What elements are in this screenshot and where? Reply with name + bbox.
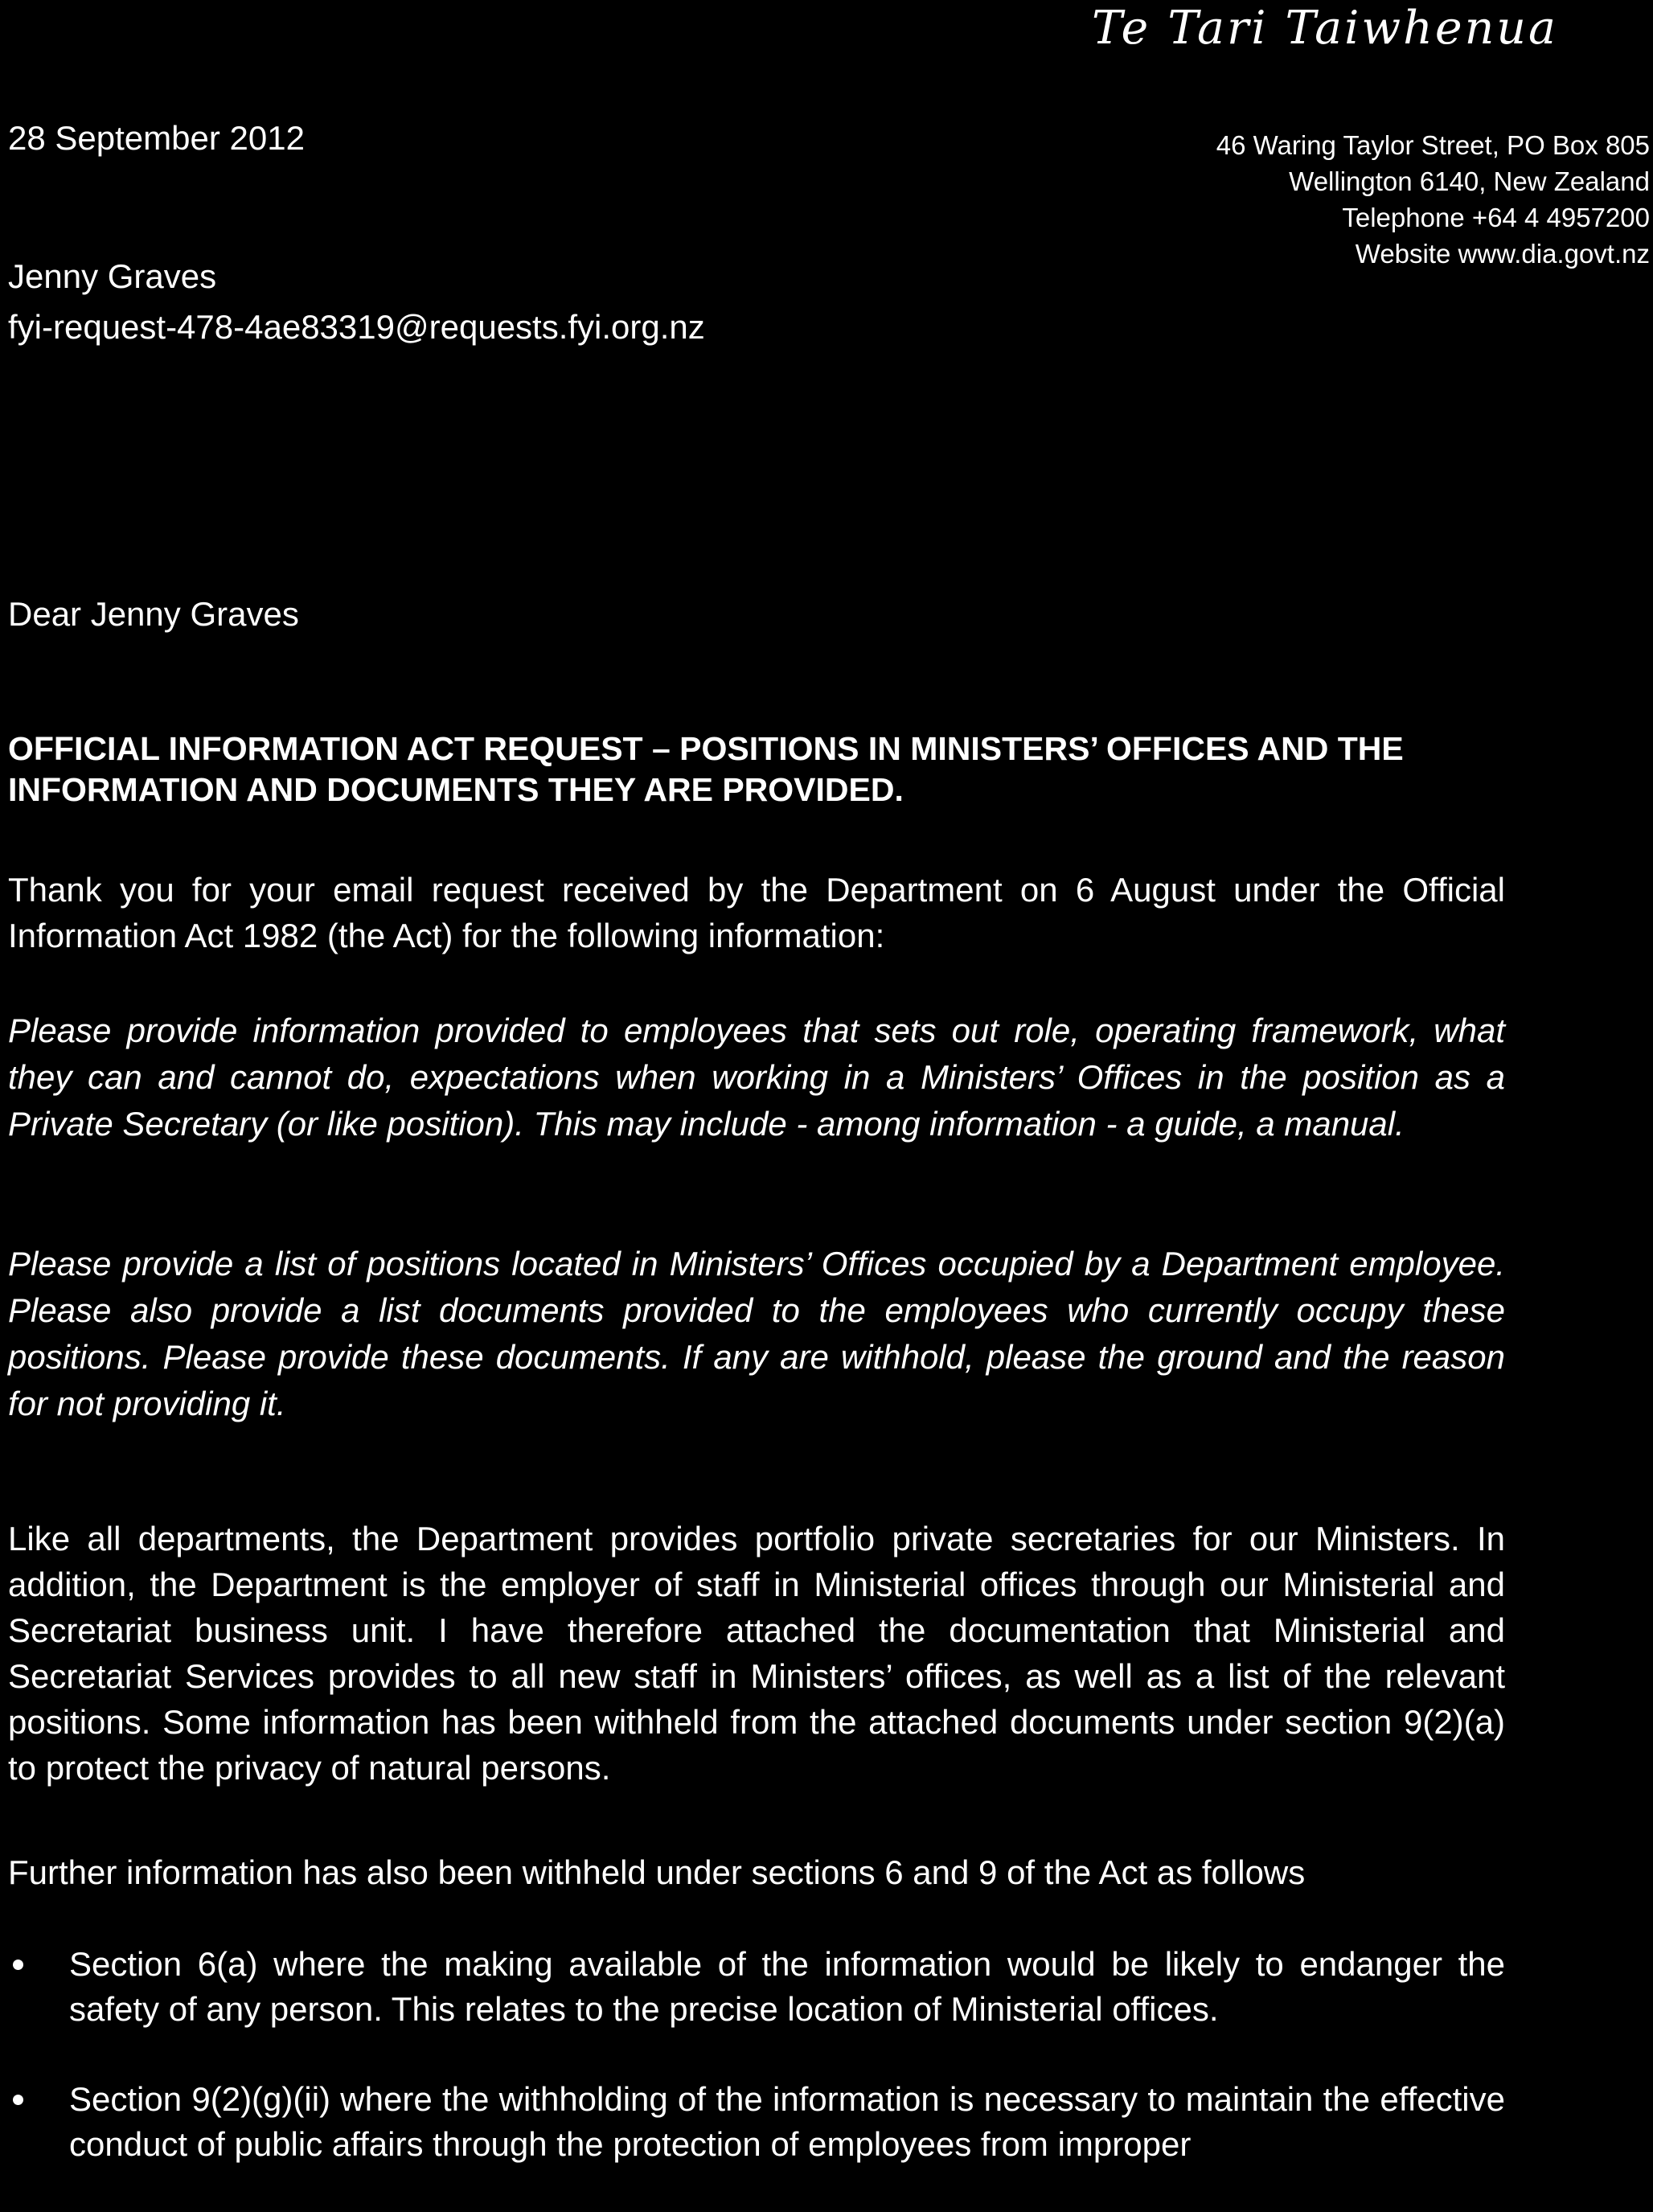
address-website: Website www.dia.govt.nz	[1355, 239, 1650, 269]
response-paragraph: Like all departments, the Department provides portfolio private secretaries for our Ministers. In addition, the Department is the employer of staff in Ministerial offices through our Ministerial and Secretariat business unit. I have therefore attached the documentation that Ministerial and Secretariat Services provides to all new staff in Ministers’ offices, as well as a list of the relevant positions. Some information has been withheld from the attached documents under section 9(2)(a) to protect the privacy of natural persons.	[8, 1520, 1505, 1787]
list-item	[8, 2077, 1505, 2167]
quoted-request-1: Please provide information provided to employees that sets out role, operating framework, what they can and cannot do, expectations when working in a Ministers’ Offices in the position as a Private Secretary (or like position). This may include - among information - a guide, a manual.	[8, 1012, 1505, 1143]
address-city: Wellington 6140, New Zealand	[1289, 166, 1650, 196]
address-telephone: Telephone +64 4 4957200	[1342, 203, 1650, 232]
salutation: Dear Jenny Graves	[8, 595, 299, 633]
withheld-intro-paragraph: Further information has also been withheld under sections 6 and 9 of the Act as follows	[8, 1853, 1306, 1891]
list-item-text: Section 9(2)(g)(ii) where the withholding of the information is necessary to maintain the effective conduct of public affairs through the protection of employees from improper	[69, 2080, 1505, 2163]
intro-paragraph: Thank you for your email request received by the Department on 6 August under the Official Information Act 1982 (the Act) for the following information:	[8, 871, 1505, 954]
bullet-icon	[13, 2095, 23, 2105]
bullet-icon	[13, 1960, 23, 1970]
list-item-text: Section 6(a) where the making available of the information would be likely to endanger the safety of any person. This relates to the precise location of Ministerial offices.	[69, 1945, 1505, 2028]
recipient-name: Jenny Graves	[8, 257, 217, 295]
list-item	[8, 1942, 1505, 2032]
withholding-grounds-list	[8, 1942, 1505, 2212]
recipient-block	[8, 251, 705, 352]
address-street: 46 Waring Taylor Street, PO Box 805	[1216, 130, 1650, 160]
department-wordmark: Te Tari Taiwhenua	[1091, 2, 1558, 55]
quoted-request-2: Please provide a list of positions located in Ministers’ Offices occupied by a Department employee. Please also provide a list documents provided to the employees who currently occupy these positions. Please provide these documents. If any are withhold, please the ground and the reason for not providing it.	[8, 1245, 1505, 1422]
letter-date: 28 September 2012	[8, 119, 305, 157]
recipient-email: fyi-request-478-4ae83319@requests.fyi.org.nz	[8, 308, 705, 346]
subject-heading: OFFICIAL INFORMATION ACT REQUEST – POSITIONS IN MINISTERS’ OFFICES AND THE INFORMATION AND DOCUMENTS THEY ARE PROVIDED.	[8, 730, 1404, 808]
sender-address-block	[1216, 127, 1650, 272]
